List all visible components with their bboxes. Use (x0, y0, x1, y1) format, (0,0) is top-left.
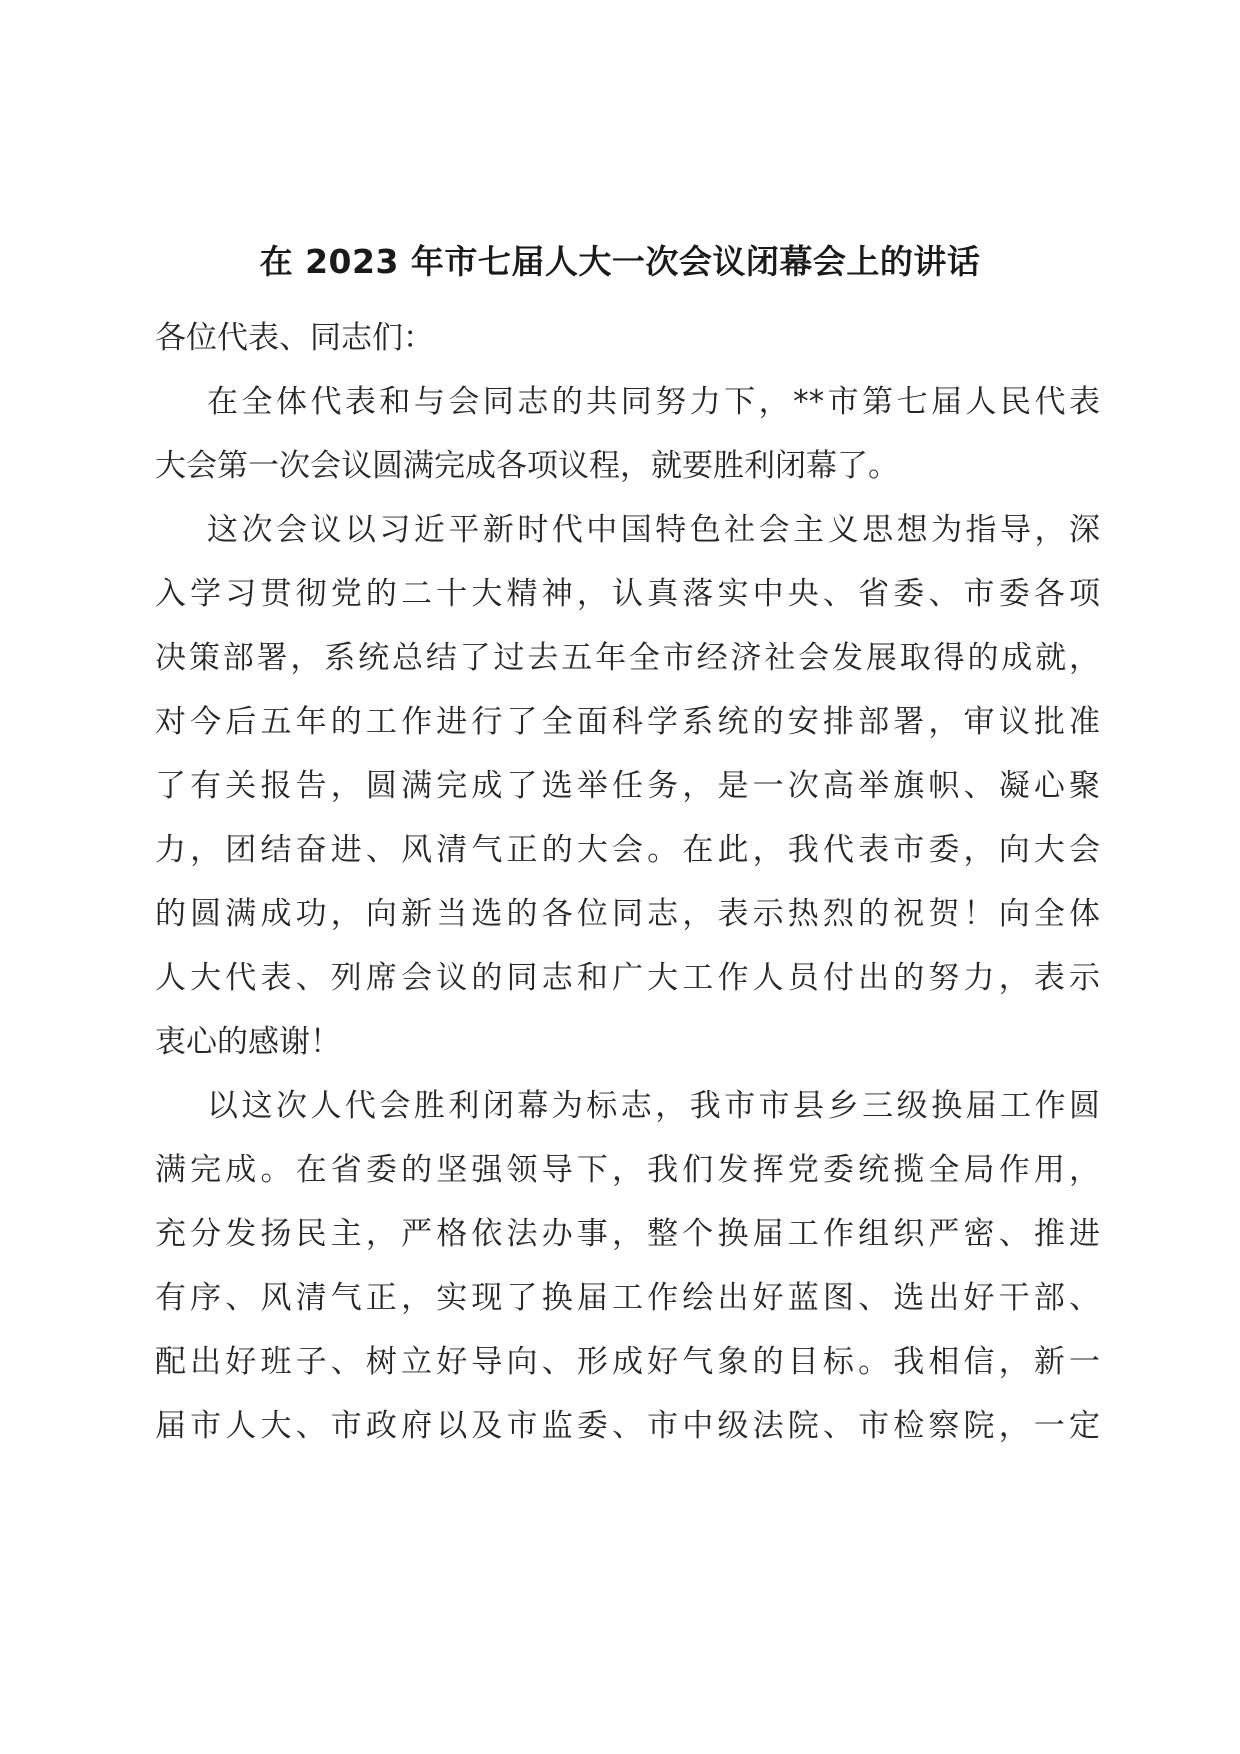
paragraph-3 (155, 1074, 1100, 1458)
paragraph-line: 有序、风清气正，实现了换届工作绘出好蓝图、选出好干部、 (155, 1280, 1100, 1316)
paragraph-line: 届市人大、市政府以及市监委、市中级法院、市检察院，一定 (155, 1408, 1100, 1444)
document-title: 在 2023 年市七届人大一次会议闭幕会上的讲话 (259, 242, 981, 281)
paragraph-line: 衷心的感谢！ (155, 1024, 341, 1060)
paragraph-line: 以这次人代会胜利闭幕为标志，我市市县乡三级换届工作圆 (207, 1088, 1100, 1124)
paragraph-line: 大会第一次会议圆满完成各项议程，就要胜利闭幕了。 (155, 448, 899, 484)
paragraph-line: 这次会议以习近平新时代中国特色社会主义思想为指导，深 (207, 512, 1100, 548)
paragraph-line: 充分发扬民主，严格依法办事，整个换届工作组织严密、推进 (155, 1216, 1100, 1252)
document-body (155, 306, 1100, 1458)
paragraph-line: 决策部署，系统总结了过去五年全市经济社会发展取得的成就， (155, 640, 1100, 676)
paragraph-line: 对今后五年的工作进行了全面科学系统的安排部署，审议批准 (155, 704, 1100, 740)
paragraph-line: 在全体代表和与会同志的共同努力下，**市第七届人民代表 (207, 384, 1100, 420)
paragraph-2 (155, 498, 1100, 1074)
paragraph-line: 了有关报告，圆满完成了选举任务，是一次高举旗帜、凝心聚 (155, 768, 1100, 804)
paragraph-line: 入学习贯彻党的二十大精神，认真落实中央、省委、市委各项 (155, 576, 1100, 612)
paragraph-1 (155, 370, 1100, 498)
salutation: 各位代表、同志们： (155, 320, 434, 356)
paragraph-line: 力，团结奋进、风清气正的大会。在此，我代表市委，向大会 (155, 832, 1100, 868)
paragraph-line: 的圆满成功，向新当选的各位同志，表示热烈的祝贺！向全体 (155, 896, 1100, 932)
paragraph-line: 人大代表、列席会议的同志和广大工作人员付出的努力，表示 (155, 960, 1100, 996)
paragraph-line: 满完成。在省委的坚强领导下，我们发挥党委统揽全局作用， (155, 1152, 1100, 1188)
paragraph-line: 配出好班子、树立好导向、形成好气象的目标。我相信，新一 (155, 1344, 1100, 1380)
